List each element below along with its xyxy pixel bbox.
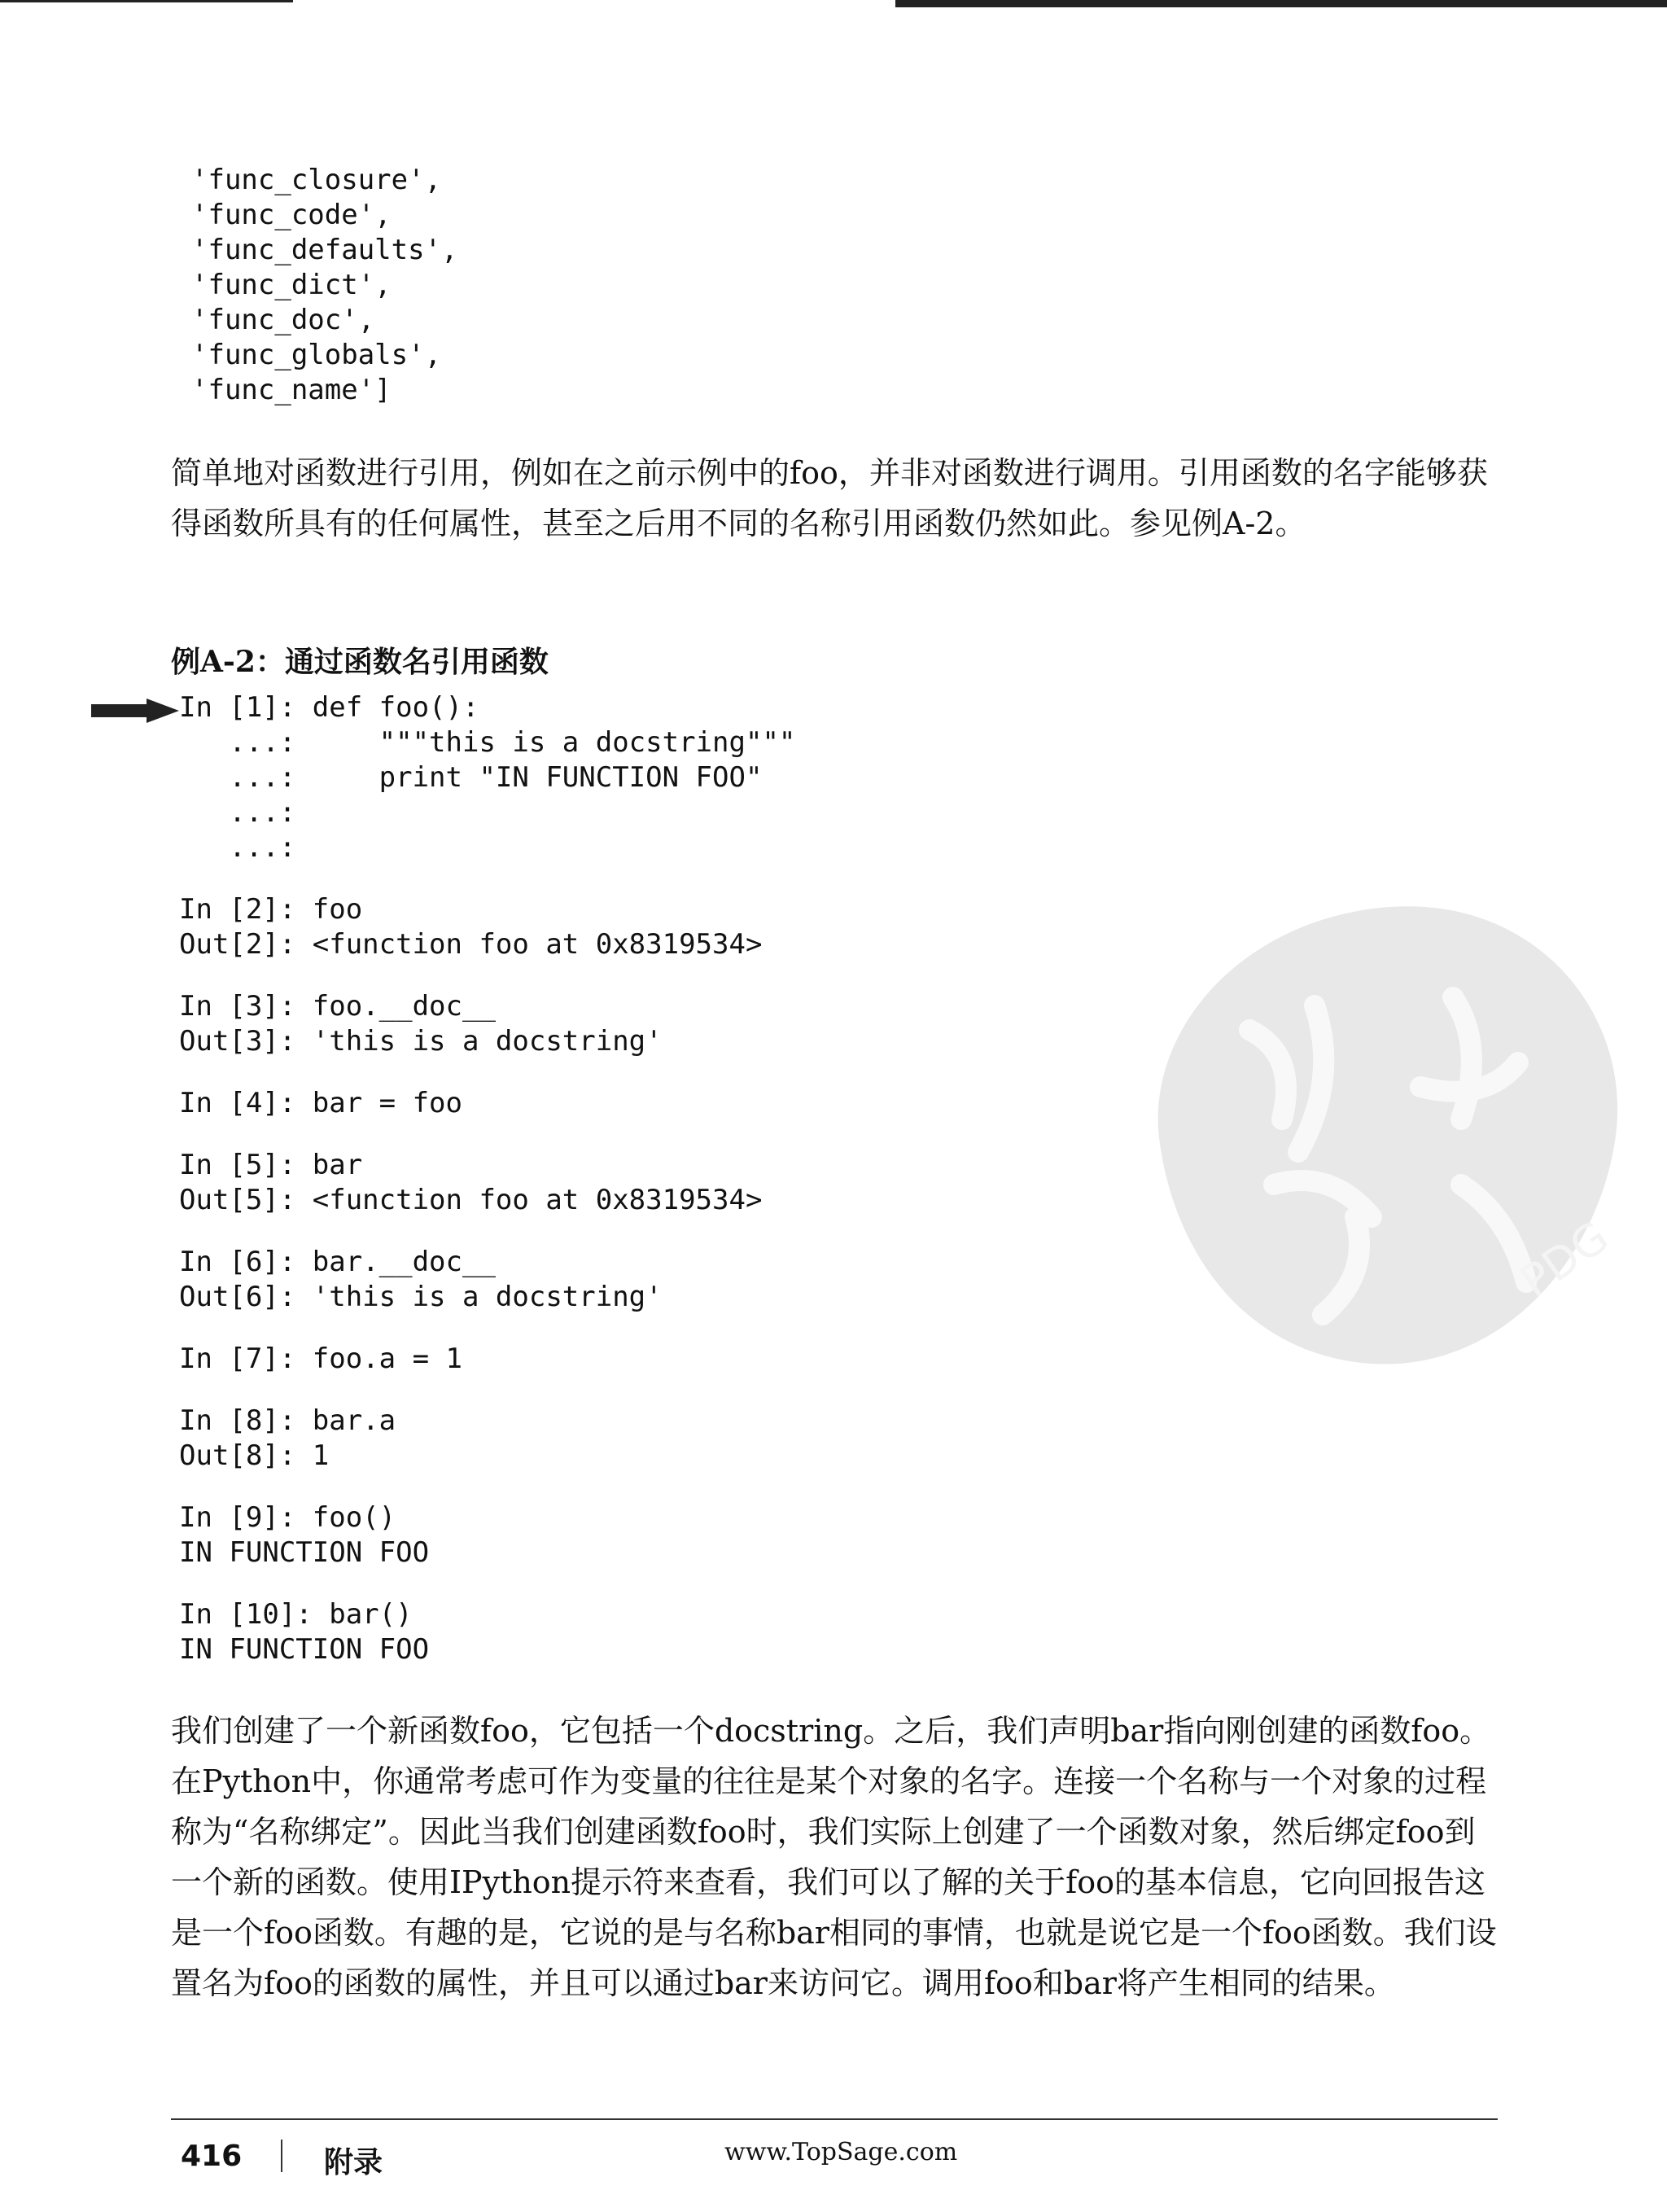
code-listing-example <box>179 690 795 1667</box>
code-line: 'func_doc', <box>191 304 375 336</box>
code-line: ...: <box>179 831 296 864</box>
watermark-seal <box>1111 875 1656 1396</box>
code-gap <box>179 865 795 892</box>
code-listing-top <box>191 163 458 408</box>
watermark-text: PDG <box>1511 1211 1618 1307</box>
code-gap <box>179 1059 795 1086</box>
body-paragraph-1: 简单地对函数进行引用，例如在之前示例中的foo，并非对函数进行调用。引用函数的名字能够获得函数所具有的任何属性，甚至之后用不同的名称引用函数仍然如此。参见例A-2。 <box>171 455 1488 541</box>
arrow-marker-icon <box>91 699 179 723</box>
code-line: 'func_name'] <box>191 374 392 406</box>
code-gap <box>179 1377 795 1404</box>
code-line: In [7]: foo.a = 1 <box>179 1343 462 1375</box>
code-line: In [5]: bar <box>179 1149 363 1181</box>
code-line: In [2]: foo <box>179 893 363 926</box>
code-gap <box>179 1474 795 1500</box>
code-line: IN FUNCTION FOO <box>179 1633 430 1666</box>
code-gap <box>179 1315 795 1342</box>
code-line: In [8]: bar.a <box>179 1404 396 1437</box>
code-line: In [10]: bar() <box>179 1598 413 1631</box>
code-line: Out[5]: <function foo at 0x8319534> <box>179 1184 763 1216</box>
code-line: Out[6]: 'this is a docstring' <box>179 1281 663 1313</box>
code-gap <box>179 1218 795 1245</box>
code-line: In [4]: bar = foo <box>179 1087 462 1119</box>
code-line: In [9]: foo() <box>179 1501 396 1534</box>
code-line: 'func_dict', <box>191 269 392 301</box>
code-gap <box>179 1570 795 1597</box>
code-line: Out[2]: <function foo at 0x8319534> <box>179 928 763 961</box>
top-rule-left <box>0 0 293 2</box>
code-gap <box>179 962 795 989</box>
code-line: ...: print "IN FUNCTION FOO" <box>179 761 763 794</box>
code-line: In [3]: foo.__doc__ <box>179 990 496 1023</box>
page-number: 416 <box>181 2140 243 2173</box>
footer-website: www.TopSage.com <box>724 2138 958 2166</box>
footer-rule <box>171 2118 1498 2120</box>
code-line: In [1]: def foo(): <box>179 691 479 724</box>
top-rule-right <box>895 0 1667 7</box>
code-line: 'func_defaults', <box>191 234 458 266</box>
code-gap <box>179 1121 795 1148</box>
code-line: 'func_globals', <box>191 339 442 371</box>
code-line: Out[3]: 'this is a docstring' <box>179 1025 663 1058</box>
footer-separator <box>281 2140 282 2172</box>
example-caption: 例A-2：通过函数名引用函数 <box>171 645 549 679</box>
code-line: In [6]: bar.__doc__ <box>179 1246 496 1278</box>
code-line: 'func_code', <box>191 199 392 231</box>
code-line: 'func_closure', <box>191 164 442 196</box>
code-line: ...: """this is a docstring""" <box>179 726 796 759</box>
code-line: Out[8]: 1 <box>179 1439 330 1472</box>
body-paragraph-2: 我们创建了一个新函数foo，它包括一个docstring。之后，我们声明bar指向刚创建的函数foo。在Python中，你通常考虑可作为变量的往往是某个对象的名字。连接一个名称与一个对象的过程称为“名称绑定”。因此当我们创建函数foo时，我们实际上创建了一个函数对象，然后绑定foo到一个新的函数。使用IPython提示符来查看，我们可以了解的关于foo的基本信息，它向回报告这是一个foo函数。有趣的是，它说的是与名称bar相同的事情，也就是说它是一个foo函数。我们设置名为foo的函数的属性，并且可以通过bar来访问它。调用foo和bar将产生相同的结果。 <box>171 1713 1497 2001</box>
code-line: ...: <box>179 796 296 829</box>
code-line: IN FUNCTION FOO <box>179 1536 430 1569</box>
section-name: 附录 <box>324 2145 383 2179</box>
